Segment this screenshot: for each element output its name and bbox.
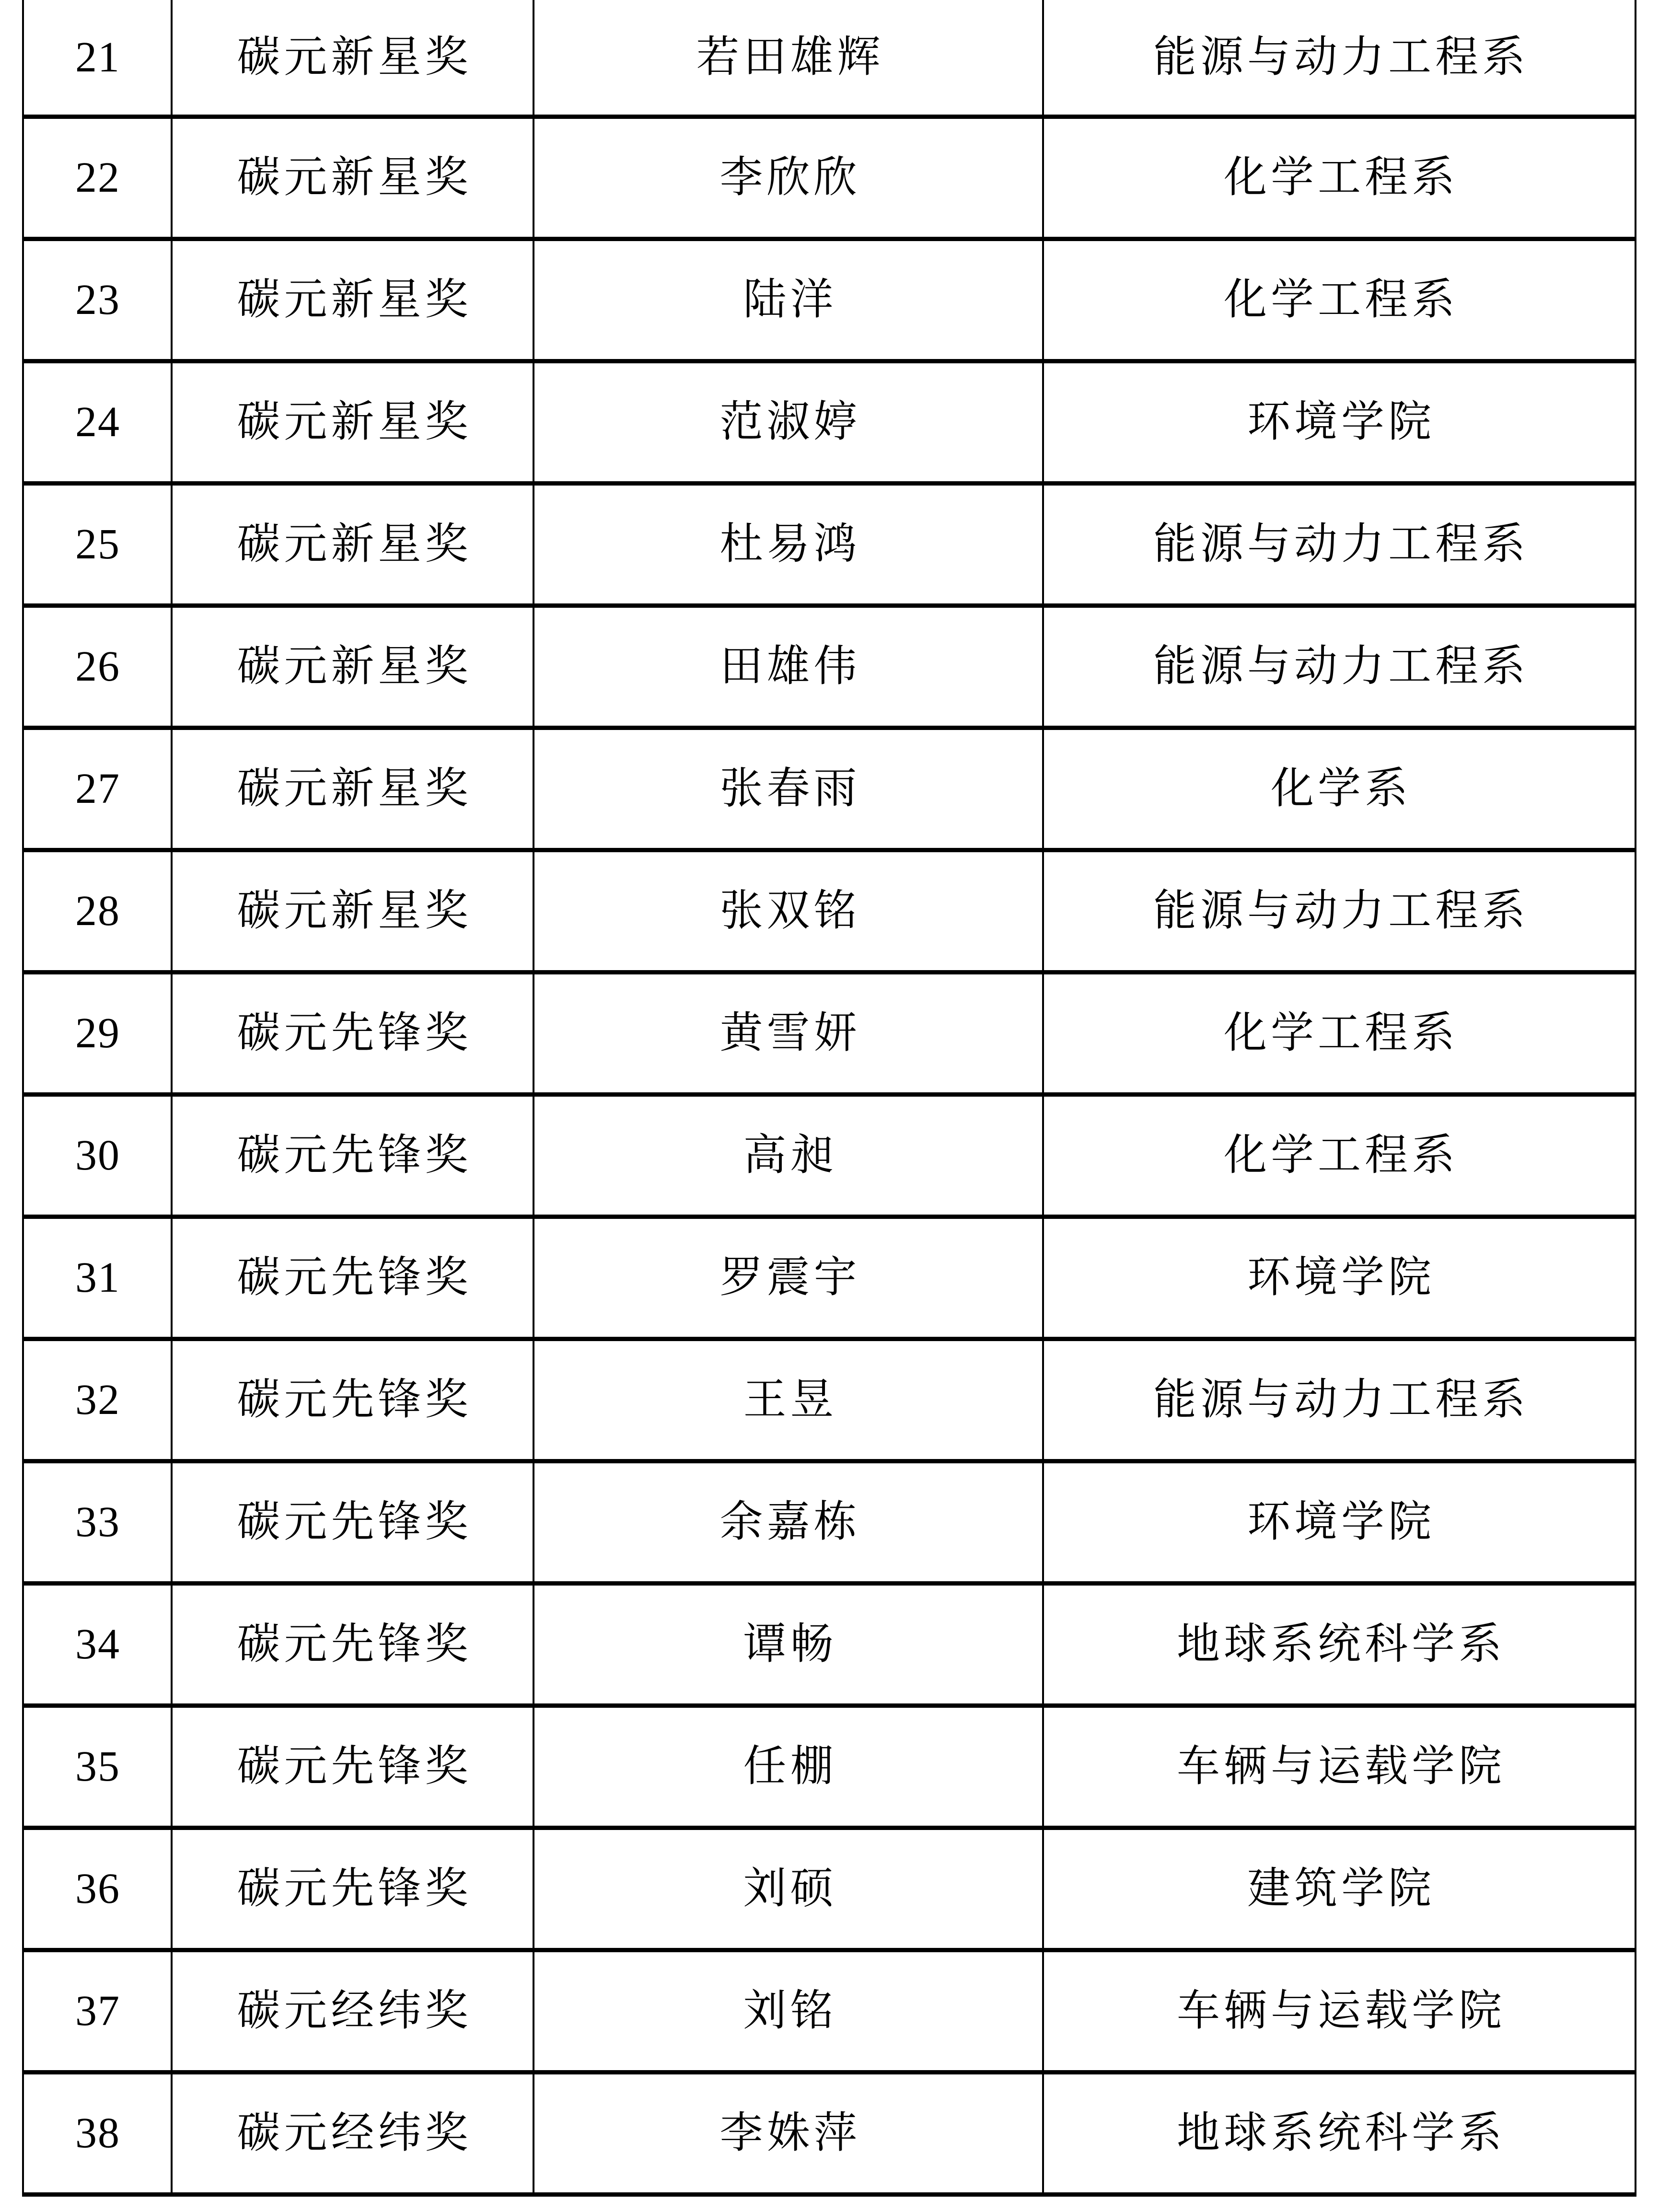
- cell-person-name: 黄雪妍: [534, 974, 1044, 1092]
- table-row: [22, 0, 1636, 119]
- cell-department: 环境学院: [1044, 1219, 1636, 1337]
- table-row: [22, 1463, 1636, 1586]
- cell-row-number: 37: [22, 1952, 173, 2070]
- cell-department: 能源与动力工程系: [1044, 608, 1636, 726]
- cell-award-name: 碳元先锋奖: [173, 974, 534, 1092]
- cell-person-name: 王昱: [534, 1341, 1044, 1459]
- cell-award-name: 碳元新星奖: [173, 0, 534, 115]
- cell-award-name: 碳元先锋奖: [173, 1097, 534, 1215]
- cell-row-number: 24: [22, 363, 173, 481]
- cell-row-number: 31: [22, 1219, 173, 1337]
- cell-award-name: 碳元新星奖: [173, 119, 534, 237]
- cell-row-number: 32: [22, 1341, 173, 1459]
- cell-award-name: 碳元先锋奖: [173, 1463, 534, 1581]
- cell-award-name: 碳元先锋奖: [173, 1219, 534, 1337]
- cell-award-name: 碳元新星奖: [173, 486, 534, 603]
- cell-award-name: 碳元新星奖: [173, 608, 534, 726]
- cell-award-name: 碳元新星奖: [173, 730, 534, 848]
- cell-department: 化学工程系: [1044, 1097, 1636, 1215]
- cell-award-name: 碳元新星奖: [173, 852, 534, 970]
- table-row: [22, 1708, 1636, 1830]
- cell-person-name: 张双铭: [534, 852, 1044, 970]
- table-row: [22, 608, 1636, 730]
- cell-award-name: 碳元新星奖: [173, 363, 534, 481]
- cell-row-number: 28: [22, 852, 173, 970]
- cell-person-name: 若田雄辉: [534, 0, 1044, 115]
- cell-department: 能源与动力工程系: [1044, 486, 1636, 603]
- cell-person-name: 张春雨: [534, 730, 1044, 848]
- cell-department: 车辆与运载学院: [1044, 1952, 1636, 2070]
- table-row: [22, 119, 1636, 241]
- cell-person-name: 刘铭: [534, 1952, 1044, 2070]
- cell-department: 化学工程系: [1044, 119, 1636, 237]
- table-row: [22, 1341, 1636, 1463]
- table-row: [22, 486, 1636, 608]
- cell-department: 化学系: [1044, 730, 1636, 848]
- cell-row-number: 33: [22, 1463, 173, 1581]
- cell-person-name: 任棚: [534, 1708, 1044, 1826]
- cell-row-number: 21: [22, 0, 173, 115]
- cell-row-number: 26: [22, 608, 173, 726]
- awards-table: [22, 0, 1636, 2197]
- cell-row-number: 23: [22, 241, 173, 359]
- cell-department: 能源与动力工程系: [1044, 1341, 1636, 1459]
- cell-award-name: 碳元新星奖: [173, 241, 534, 359]
- table-row: [22, 1830, 1636, 1952]
- cell-row-number: 25: [22, 486, 173, 603]
- table-row: [22, 1219, 1636, 1341]
- cell-department: 化学工程系: [1044, 241, 1636, 359]
- cell-row-number: 30: [22, 1097, 173, 1215]
- cell-row-number: 35: [22, 1708, 173, 1826]
- table-row: [22, 241, 1636, 363]
- cell-person-name: 刘硕: [534, 1830, 1044, 1948]
- table-row: [22, 1586, 1636, 1708]
- table-row: [22, 363, 1636, 486]
- cell-person-name: 田雄伟: [534, 608, 1044, 726]
- cell-award-name: 碳元先锋奖: [173, 1830, 534, 1948]
- table-row: [22, 1952, 1636, 2074]
- cell-department: 地球系统科学系: [1044, 1586, 1636, 1703]
- table-row: [22, 730, 1636, 852]
- table-row: [22, 852, 1636, 974]
- cell-award-name: 碳元经纬奖: [173, 2074, 534, 2192]
- cell-person-name: 余嘉栋: [534, 1463, 1044, 1581]
- table-row: [22, 2074, 1636, 2197]
- cell-department: 建筑学院: [1044, 1830, 1636, 1948]
- cell-department: 能源与动力工程系: [1044, 852, 1636, 970]
- cell-award-name: 碳元经纬奖: [173, 1952, 534, 2070]
- cell-row-number: 27: [22, 730, 173, 848]
- cell-department: 环境学院: [1044, 1463, 1636, 1581]
- cell-person-name: 谭畅: [534, 1586, 1044, 1703]
- table-row: [22, 974, 1636, 1097]
- cell-department: 车辆与运载学院: [1044, 1708, 1636, 1826]
- cell-row-number: 29: [22, 974, 173, 1092]
- cell-person-name: 杜易鸿: [534, 486, 1044, 603]
- cell-award-name: 碳元先锋奖: [173, 1708, 534, 1826]
- cell-award-name: 碳元先锋奖: [173, 1341, 534, 1459]
- cell-person-name: 罗震宇: [534, 1219, 1044, 1337]
- cell-person-name: 李欣欣: [534, 119, 1044, 237]
- cell-award-name: 碳元先锋奖: [173, 1586, 534, 1703]
- cell-row-number: 38: [22, 2074, 173, 2192]
- cell-person-name: 李姝萍: [534, 2074, 1044, 2192]
- cell-department: 能源与动力工程系: [1044, 0, 1636, 115]
- cell-department: 化学工程系: [1044, 974, 1636, 1092]
- cell-row-number: 22: [22, 119, 173, 237]
- cell-row-number: 36: [22, 1830, 173, 1948]
- cell-person-name: 高昶: [534, 1097, 1044, 1215]
- cell-person-name: 陆洋: [534, 241, 1044, 359]
- cell-department: 环境学院: [1044, 363, 1636, 481]
- cell-department: 地球系统科学系: [1044, 2074, 1636, 2192]
- cell-row-number: 34: [22, 1586, 173, 1703]
- table-row: [22, 1097, 1636, 1219]
- cell-person-name: 范淑婷: [534, 363, 1044, 481]
